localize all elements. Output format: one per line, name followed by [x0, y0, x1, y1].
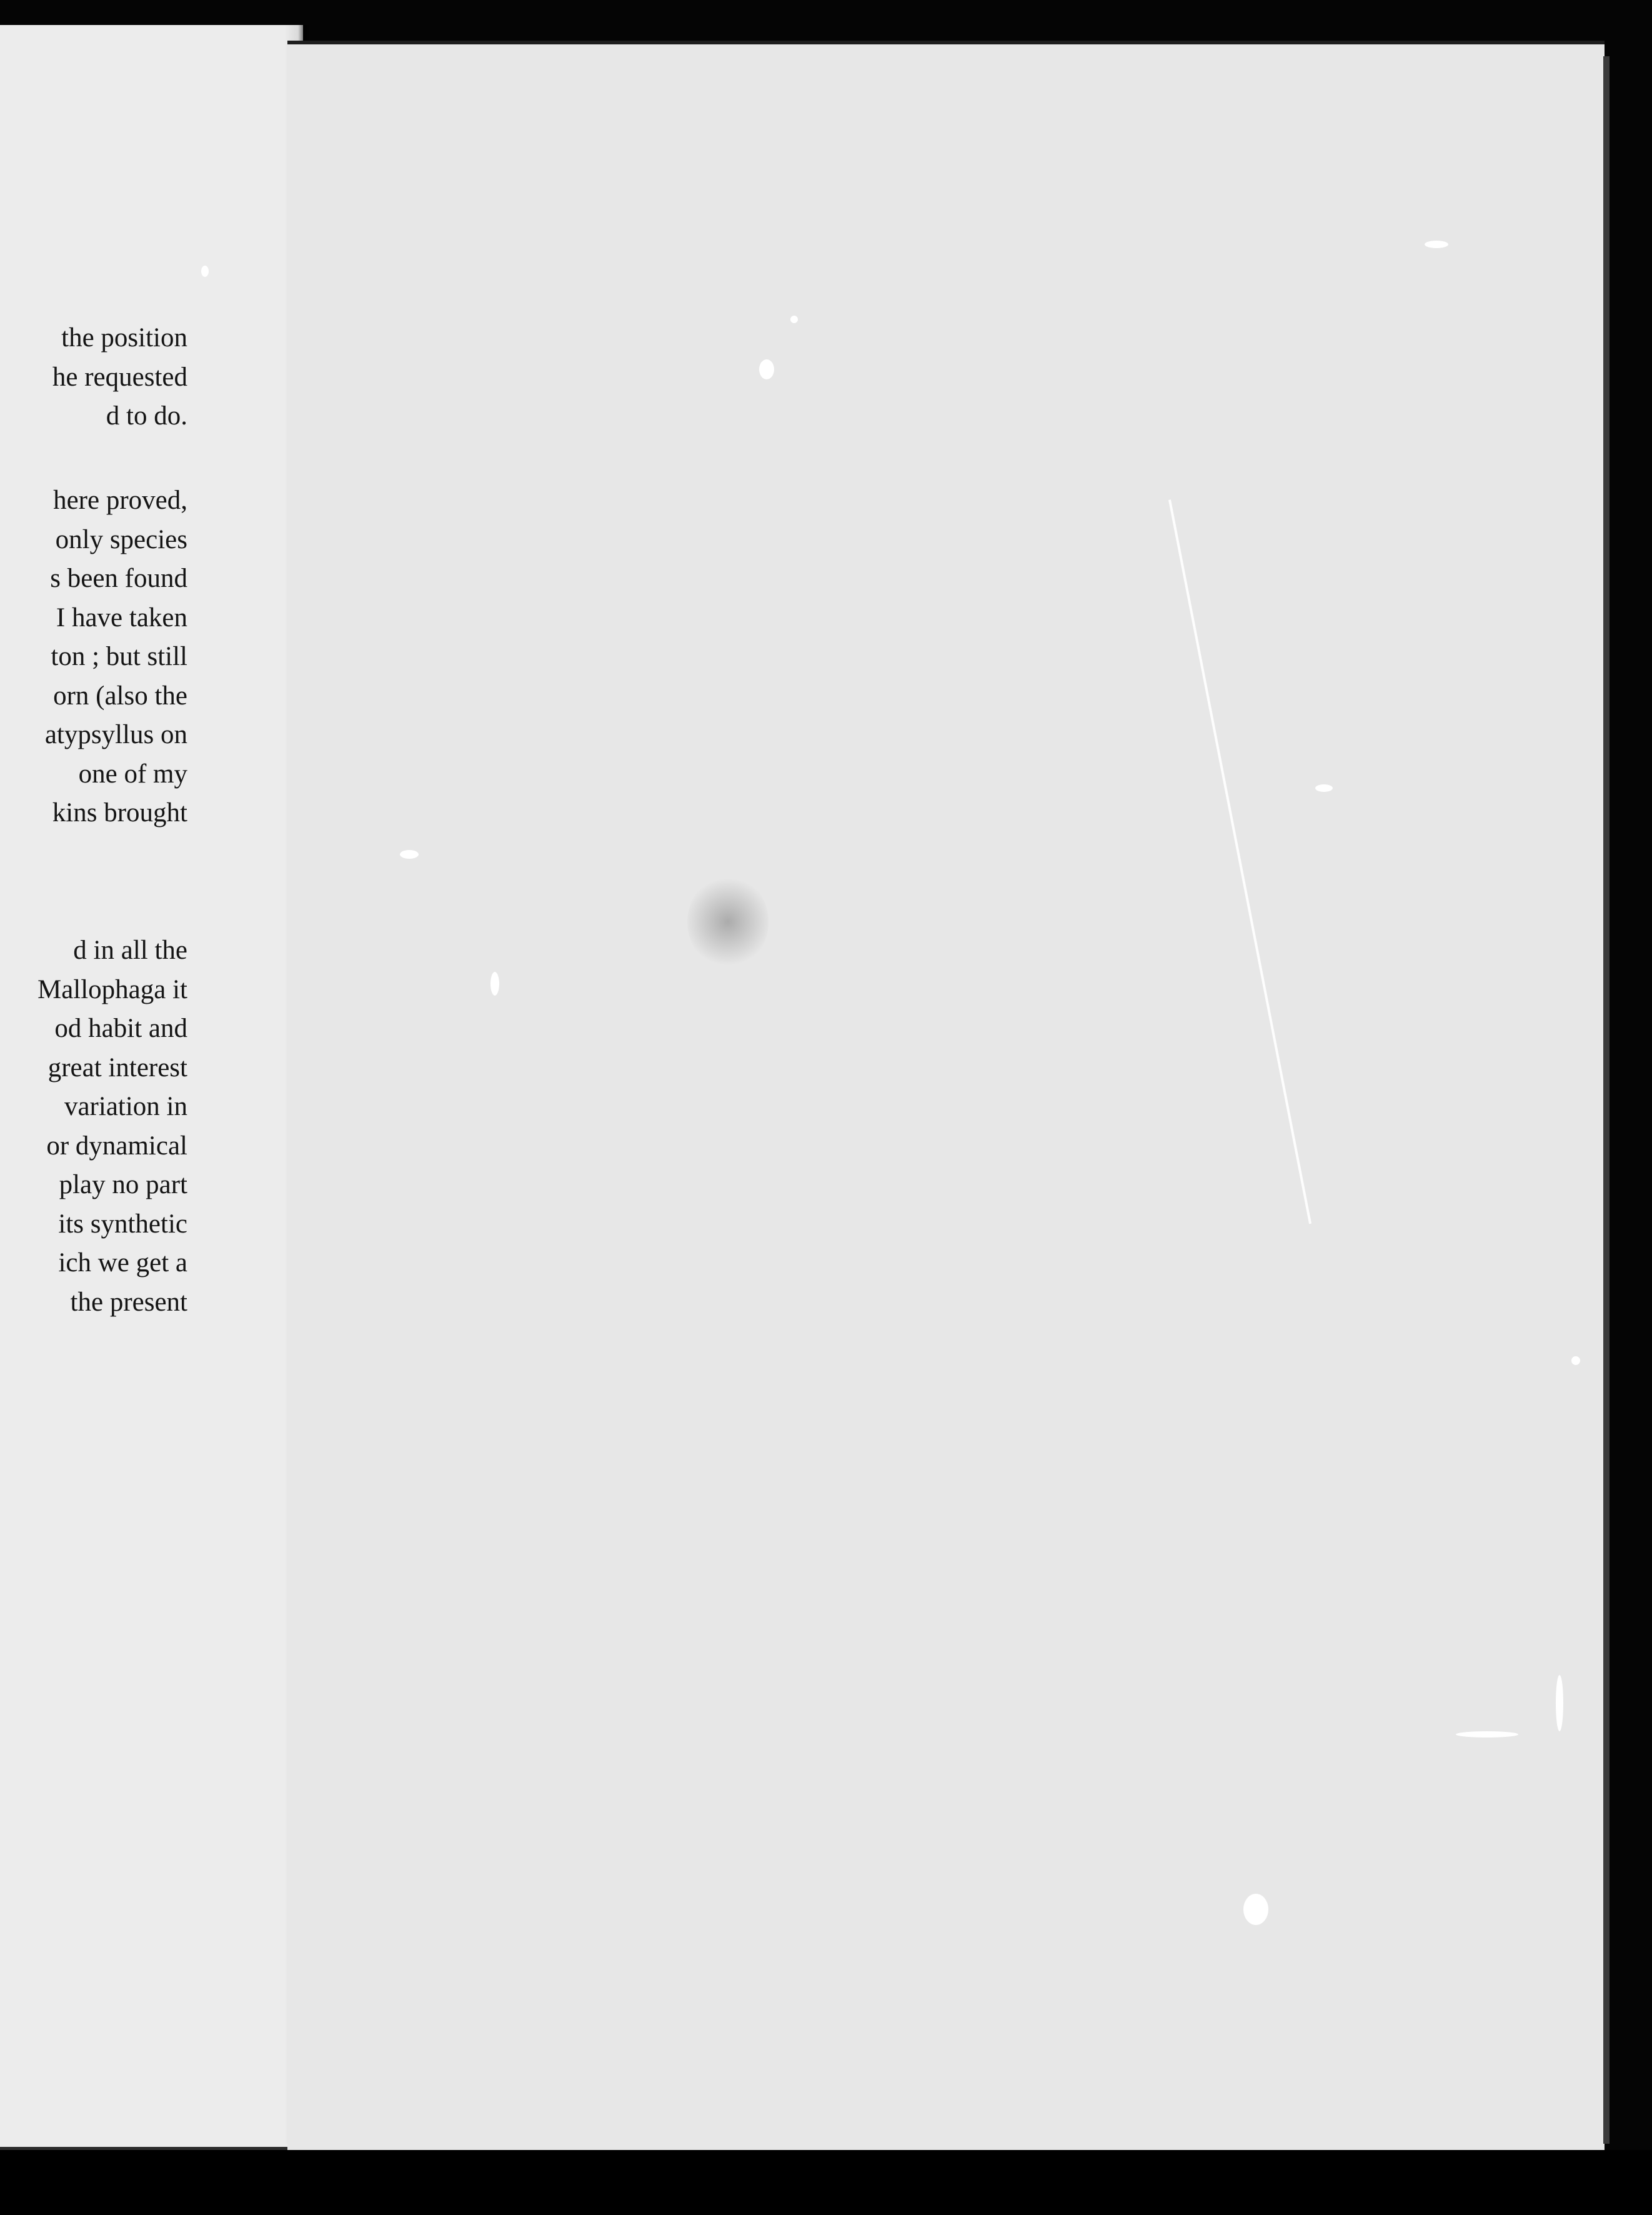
text-line: od habit and — [54, 1014, 187, 1043]
dust-speck — [490, 972, 499, 996]
dust-speck — [201, 266, 209, 277]
paragraph-3 — [0, 931, 187, 1322]
text-line: ich we get a — [58, 1248, 187, 1278]
ink-smudge — [687, 875, 769, 969]
text-line: s been found — [50, 564, 187, 593]
paragraph-1 — [0, 319, 187, 436]
text-line: one of my — [78, 759, 187, 789]
text-line: great interest — [47, 1052, 187, 1082]
text-line: the present — [70, 1287, 187, 1317]
text-line: variation in — [64, 1092, 187, 1121]
text-line: or dynamical — [46, 1131, 187, 1161]
dust-speck — [759, 359, 774, 379]
left-page — [0, 25, 303, 2151]
text-line: here proved, — [53, 486, 187, 515]
dust-speck — [790, 316, 798, 323]
dust-speck — [1556, 1675, 1563, 1731]
text-line: the position — [61, 323, 187, 352]
text-line: I have taken — [56, 602, 187, 632]
text-line: only species — [55, 524, 187, 554]
dust-speck — [1456, 1731, 1518, 1738]
dust-speck — [1425, 241, 1448, 248]
dust-speck — [1571, 1356, 1580, 1365]
paragraph-2 — [0, 481, 187, 833]
text-line: play no part — [59, 1170, 187, 1199]
text-line: he requested — [52, 362, 187, 392]
text-line: kins brought — [52, 798, 187, 828]
text-line: Mallophaga it — [37, 974, 187, 1004]
text-line: atypsyllus on — [44, 720, 187, 749]
text-line: its synthetic — [58, 1209, 187, 1239]
text-line: d to do. — [106, 401, 187, 431]
dust-speck — [400, 850, 419, 859]
text-line: orn (also the — [53, 681, 187, 711]
right-page-blank — [287, 41, 1605, 2151]
text-line: d in all the — [73, 936, 187, 965]
text-line: ton ; but still — [51, 642, 187, 671]
dust-speck — [1315, 784, 1333, 792]
scan-bottom-border — [0, 2150, 1652, 2215]
page-edge — [1603, 56, 1610, 2144]
dust-speck — [1243, 1894, 1268, 1925]
